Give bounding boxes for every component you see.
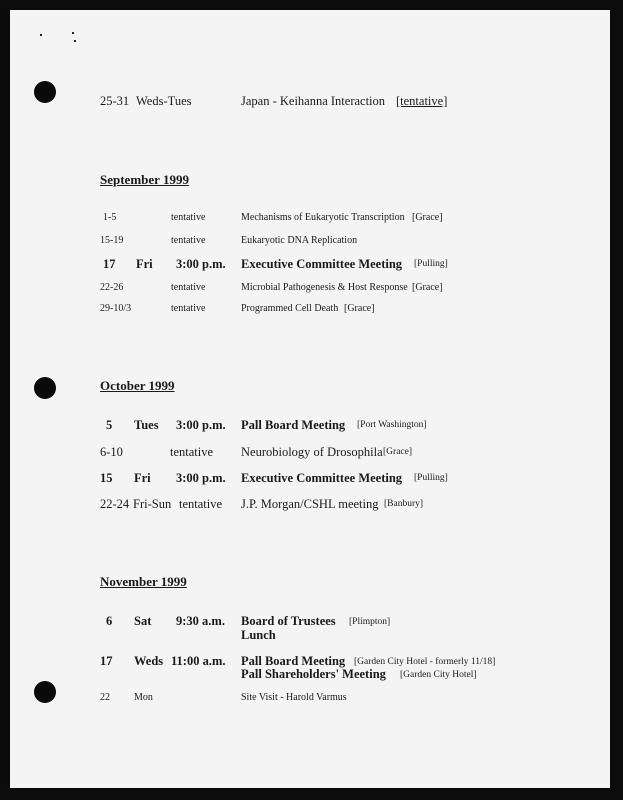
event-title: Microbial Pathogenesis & Host Response bbox=[241, 282, 408, 293]
event-title-line2: Lunch bbox=[241, 628, 276, 642]
event-note: [tentative] bbox=[396, 94, 448, 108]
month-heading-september: September 1999 bbox=[100, 172, 189, 187]
event-title: Board of Trustees bbox=[241, 614, 336, 628]
event-note: [Banbury] bbox=[384, 499, 424, 509]
event-time: 3:00 p.m. bbox=[176, 471, 226, 485]
event-title: Pall Board Meeting bbox=[241, 418, 346, 432]
event-day: Mon bbox=[134, 692, 153, 703]
event-title: J.P. Morgan/CSHL meeting bbox=[241, 497, 379, 511]
event-status: tentative bbox=[171, 303, 206, 314]
event-status: tentative bbox=[171, 235, 206, 246]
event-date: 17 bbox=[100, 654, 113, 668]
event-date: 22 bbox=[100, 692, 110, 703]
event-day: Fri-Sun bbox=[133, 497, 172, 511]
event-title: Neurobiology of Drosophila bbox=[241, 445, 383, 459]
event-note: [Pulling] bbox=[414, 473, 448, 483]
event-time: 3:00 p.m. bbox=[176, 418, 226, 432]
event-title: Japan - Keihanna Interaction bbox=[241, 94, 386, 108]
event-date: 5 bbox=[106, 418, 113, 432]
event-date: 22-26 bbox=[100, 282, 124, 293]
event-time: 9:30 a.m. bbox=[176, 614, 225, 628]
event-title: Executive Committee Meeting bbox=[241, 471, 403, 485]
event-status: tentative bbox=[170, 445, 214, 459]
event-day: Fri bbox=[134, 471, 151, 485]
event-title: Site Visit - Harold Varmus bbox=[241, 692, 347, 703]
punch-hole bbox=[34, 377, 56, 399]
event-date: 6-10 bbox=[100, 445, 123, 459]
event-date: 25-31 bbox=[100, 94, 130, 108]
month-heading-november: November 1999 bbox=[100, 574, 187, 589]
event-title-line2: Pall Shareholders' Meeting bbox=[241, 667, 386, 681]
event-day: Fri bbox=[136, 257, 153, 271]
event-status: tentative bbox=[171, 212, 206, 223]
speck bbox=[72, 32, 74, 34]
event-date: 6 bbox=[106, 614, 113, 628]
speck bbox=[74, 40, 76, 42]
event-date: 22-24 bbox=[100, 497, 130, 511]
event-day: Weds bbox=[134, 654, 164, 668]
event-status: tentative bbox=[171, 282, 206, 293]
event-day: Tues bbox=[134, 418, 159, 432]
event-note: [Grace] bbox=[412, 212, 443, 223]
event-time: 11:00 a.m. bbox=[171, 654, 226, 668]
event-date: 17 bbox=[103, 257, 116, 271]
event-date: 15 bbox=[100, 471, 113, 485]
punch-hole bbox=[34, 681, 56, 703]
event-note: [Pulling] bbox=[414, 259, 448, 269]
event-title: Eukaryotic DNA Replication bbox=[241, 235, 358, 246]
event-note: [Grace] bbox=[412, 282, 443, 293]
event-note: [Grace] bbox=[344, 303, 375, 314]
event-note-line2: [Garden City Hotel] bbox=[400, 670, 477, 680]
event-note: [Plimpton] bbox=[349, 617, 391, 627]
event-date: 1-5 bbox=[103, 212, 117, 223]
event-day: Weds-Tues bbox=[136, 94, 192, 108]
event-note: [Port Washington] bbox=[357, 420, 427, 430]
event-title: Executive Committee Meeting bbox=[241, 257, 403, 271]
event-day: Sat bbox=[134, 614, 152, 628]
event-note: [Garden City Hotel - formerly 11/18] bbox=[354, 657, 496, 667]
event-date: 29-10/3 bbox=[100, 303, 132, 314]
event-time: 3:00 p.m. bbox=[176, 257, 226, 271]
punch-hole bbox=[34, 81, 56, 103]
speck bbox=[40, 34, 42, 36]
event-title: Pall Board Meeting bbox=[241, 654, 346, 668]
event-title: Mechanisms of Eukaryotic Transcription bbox=[241, 212, 405, 223]
event-title: Programmed Cell Death bbox=[241, 303, 339, 314]
event-note: [Grace] bbox=[383, 447, 413, 457]
event-date: 15-19 bbox=[100, 235, 124, 246]
month-heading-october: October 1999 bbox=[100, 378, 175, 393]
event-status: tentative bbox=[179, 497, 223, 511]
